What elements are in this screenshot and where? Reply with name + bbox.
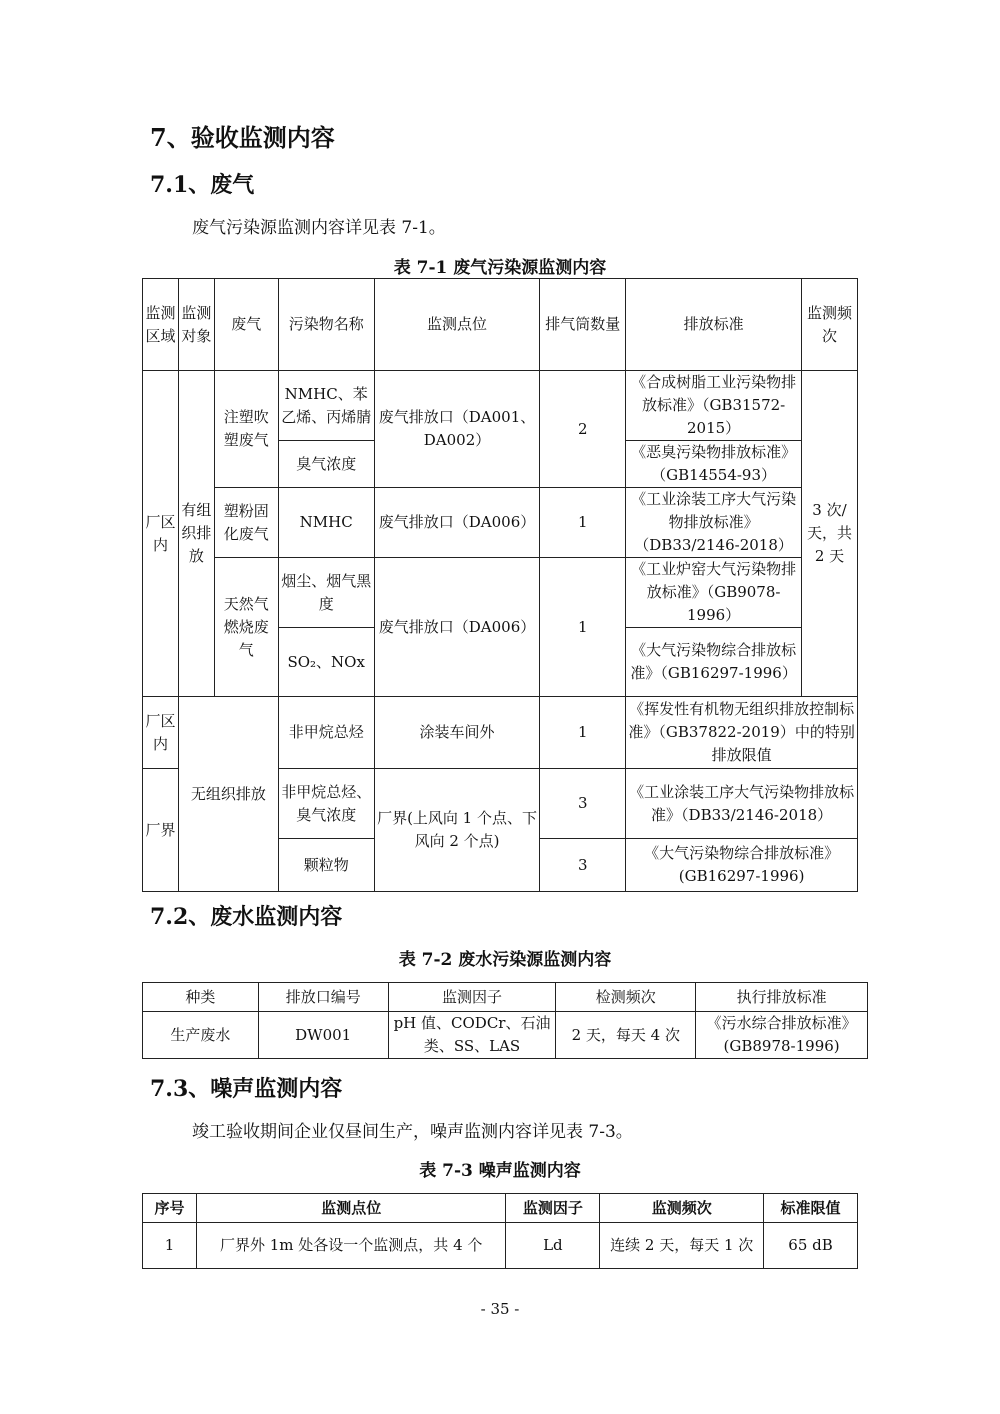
area-cell: 厂区内 bbox=[143, 697, 179, 769]
section-7-2-heading: 7.2、废水监测内容 bbox=[150, 904, 343, 930]
count-cell: 1 bbox=[540, 558, 626, 697]
section-7-3-heading: 7.3、噪声监测内容 bbox=[150, 1076, 343, 1102]
table-cell: 《污水综合排放标准》(GB8978-1996) bbox=[696, 1012, 868, 1059]
table-row bbox=[143, 697, 858, 769]
table-7-2-caption: 表 7-2 废水污染源监测内容 bbox=[398, 950, 612, 970]
table-7-2 bbox=[142, 982, 868, 1059]
table-7-3-caption: 表 7-3 噪声监测内容 bbox=[419, 1161, 581, 1181]
table-header-row bbox=[143, 983, 868, 1012]
frequency-cell: 3 次/天，共 2 天 bbox=[801, 371, 857, 697]
table-cell: 厂界外 1m 处各设一个监测点，共 4 个 bbox=[196, 1223, 506, 1269]
header-cell: 监测因子 bbox=[388, 983, 556, 1012]
table-cell: pH 值、CODCr、石油类、SS、LAS bbox=[388, 1012, 556, 1059]
count-cell: 3 bbox=[540, 769, 626, 839]
table-7-1-caption: 表 7-1 废气污染源监测内容 bbox=[393, 258, 607, 278]
point-cell: 厂界(上风向 1 个点、下风向 2 个点) bbox=[374, 769, 540, 892]
pollutant-cell: 非甲烷总烃 bbox=[278, 697, 374, 769]
header-cell: 监测区域 bbox=[143, 279, 179, 371]
point-cell: 涂装车间外 bbox=[374, 697, 540, 769]
table-7-1 bbox=[142, 278, 858, 892]
pollutant-cell: NMHC bbox=[278, 488, 374, 558]
section-7-1-intro: 废气污染源监测内容详见表 7-1。 bbox=[192, 218, 446, 238]
section-7-1-heading: 7.1、废气 bbox=[150, 172, 255, 198]
count-cell: 1 bbox=[540, 488, 626, 558]
pollutant-cell: 烟尘、烟气黑度 bbox=[278, 558, 374, 628]
page-number: - 35 - bbox=[480, 1300, 520, 1318]
header-cell: 执行排放标准 bbox=[696, 983, 868, 1012]
header-cell: 监测点位 bbox=[374, 279, 540, 371]
pollutant-cell: 颗粒物 bbox=[278, 839, 374, 892]
header-cell: 监测频次 bbox=[600, 1194, 764, 1223]
header-cell: 标准限值 bbox=[764, 1194, 858, 1223]
table-cell: 65 dB bbox=[764, 1223, 858, 1269]
header-cell: 监测点位 bbox=[196, 1194, 506, 1223]
header-cell: 排气筒数量 bbox=[540, 279, 626, 371]
point-cell: 废气排放口（DA006） bbox=[374, 558, 540, 697]
object-cell: 无组织排放 bbox=[178, 697, 278, 892]
table-cell: DW001 bbox=[258, 1012, 388, 1059]
table-cell: 1 bbox=[143, 1223, 197, 1269]
area-cell: 厂区内 bbox=[143, 371, 179, 697]
table-cell: 2 天，每天 4 次 bbox=[556, 1012, 696, 1059]
object-cell: 有组织排放 bbox=[178, 371, 214, 697]
standard-cell: 《工业炉窑大气污染物排放标准》（GB9078-1996） bbox=[626, 558, 802, 628]
table-cell: 生产废水 bbox=[143, 1012, 259, 1059]
header-cell: 排放口编号 bbox=[258, 983, 388, 1012]
header-cell: 废气 bbox=[214, 279, 278, 371]
header-cell: 排放标准 bbox=[626, 279, 802, 371]
table-header-row bbox=[143, 1194, 858, 1223]
header-cell: 检测频次 bbox=[556, 983, 696, 1012]
header-cell: 监测对象 bbox=[178, 279, 214, 371]
area-cell: 厂界 bbox=[143, 769, 179, 892]
standard-cell: 《挥发性有机物无组织排放控制标准》（GB37822-2019）中的特别排放限值 bbox=[626, 697, 858, 769]
count-cell: 1 bbox=[540, 697, 626, 769]
gas-cell: 天然气燃烧废气 bbox=[214, 558, 278, 697]
count-cell: 3 bbox=[540, 839, 626, 892]
table-row bbox=[143, 488, 858, 558]
pollutant-cell: 非甲烷总烃、臭气浓度 bbox=[278, 769, 374, 839]
header-cell: 种类 bbox=[143, 983, 259, 1012]
table-7-3 bbox=[142, 1193, 858, 1269]
table-header-row bbox=[143, 279, 858, 371]
table-row bbox=[143, 371, 858, 441]
pollutant-cell: NMHC、苯乙烯、丙烯腈 bbox=[278, 371, 374, 441]
table-row bbox=[143, 1223, 858, 1269]
standard-cell: 《恶臭污染物排放标准》（GB14554-93） bbox=[626, 441, 802, 488]
header-cell: 监测频次 bbox=[801, 279, 857, 371]
table-row bbox=[143, 558, 858, 628]
point-cell: 废气排放口（DA001、DA002） bbox=[374, 371, 540, 488]
gas-cell: 注塑吹塑废气 bbox=[214, 371, 278, 488]
table-cell: Ld bbox=[506, 1223, 600, 1269]
point-cell: 废气排放口（DA006） bbox=[374, 488, 540, 558]
header-cell: 污染物名称 bbox=[278, 279, 374, 371]
header-cell: 序号 bbox=[143, 1194, 197, 1223]
section-7-heading: 7、验收监测内容 bbox=[150, 123, 335, 152]
table-cell: 连续 2 天，每天 1 次 bbox=[600, 1223, 764, 1269]
table-row bbox=[143, 1012, 868, 1059]
standard-cell: 《合成树脂工业污染物排放标准》（GB31572-2015） bbox=[626, 371, 802, 441]
header-cell: 监测因子 bbox=[506, 1194, 600, 1223]
standard-cell: 《工业涂装工序大气污染物排放标准》（DB33/2146-2018） bbox=[626, 769, 858, 839]
gas-cell: 塑粉固化废气 bbox=[214, 488, 278, 558]
count-cell: 2 bbox=[540, 371, 626, 488]
standard-cell: 《工业涂装工序大气污染物排放标准》（DB33/2146-2018） bbox=[626, 488, 802, 558]
standard-cell: 《大气污染物综合排放标准》（GB16297-1996） bbox=[626, 628, 802, 697]
pollutant-cell: SO₂、NOx bbox=[278, 628, 374, 697]
section-7-3-intro: 竣工验收期间企业仅昼间生产，噪声监测内容详见表 7-3。 bbox=[192, 1122, 633, 1142]
standard-cell: 《大气污染物综合排放标准》(GB16297-1996) bbox=[626, 839, 858, 892]
pollutant-cell: 臭气浓度 bbox=[278, 441, 374, 488]
